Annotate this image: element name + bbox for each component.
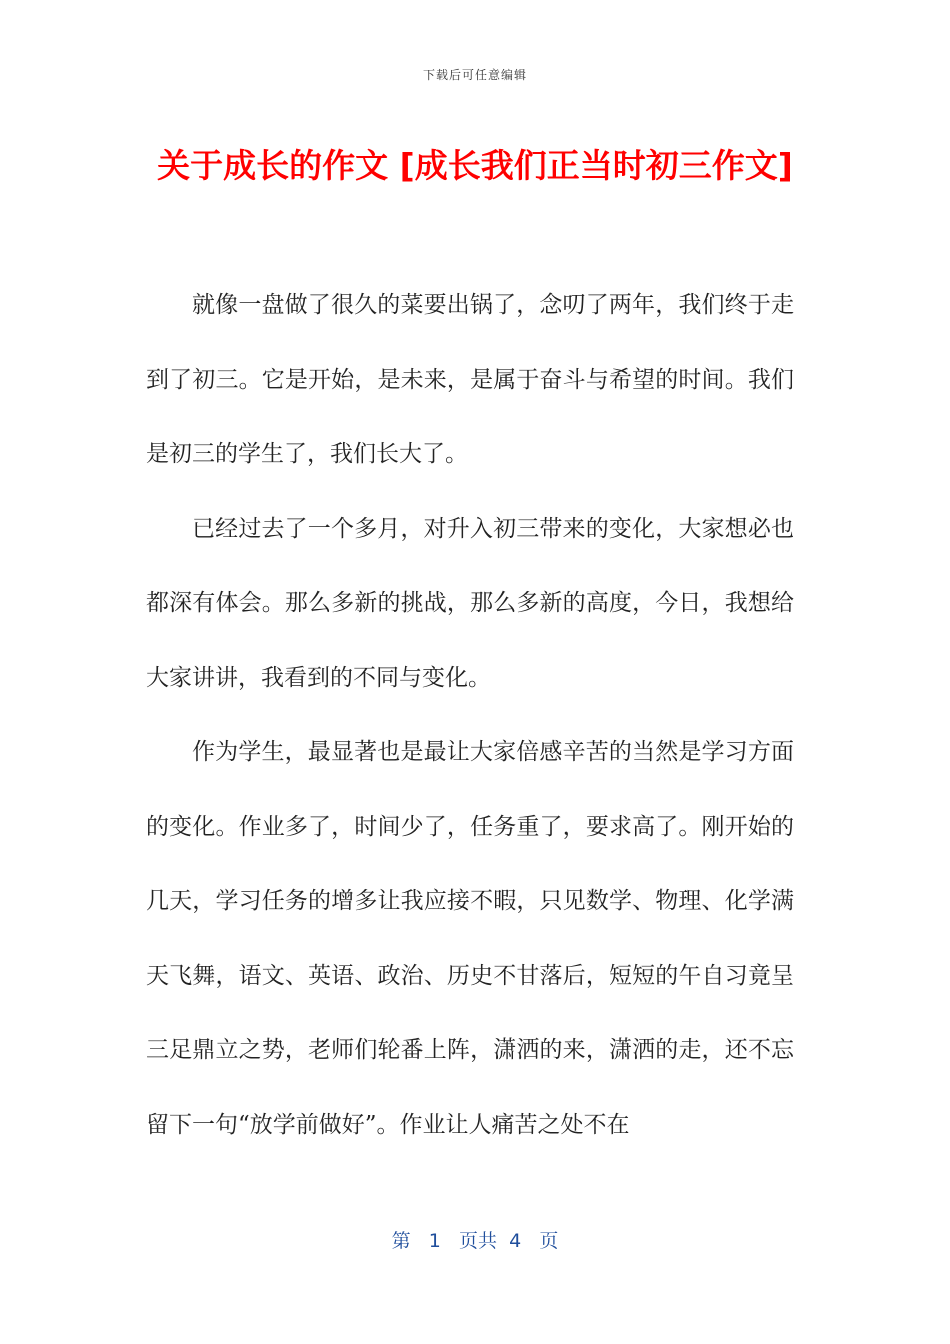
- document-body: [146, 268, 794, 1162]
- total-pages-number: 4: [509, 1230, 522, 1252]
- footer-prefix: 第: [391, 1230, 411, 1252]
- footer-suffix: 页: [539, 1230, 559, 1252]
- document-title: 关于成长的作文 [成长我们正当时初三作文]: [157, 146, 793, 185]
- paragraph: 就像一盘做了很久的菜要出锅了，念叨了两年，我们终于走到了初三。它是开始，是未来，是属于奋斗与希望的时间。我们是初三的学生了，我们长大了。: [146, 292, 794, 467]
- footer-middle: 页共: [459, 1230, 498, 1252]
- paragraph: 作为学生，最显著也是最让大家倍感辛苦的当然是学习方面的变化。作业多了，时间少了，任务重了，要求高了。刚开始的几天，学习任务的增多让我应接不暇，只见数学、物理、化学满天飞舞，语文、英语、政治、历史不甘落后，短短的午自习竟呈三足鼎立之势，老师们轮番上阵，潇洒的来，潇洒的走，还不忘留下一句“放学前做好”。作业让人痛苦之处不在: [146, 739, 794, 1138]
- page-footer: [0, 1226, 950, 1253]
- current-page-number: 1: [428, 1230, 441, 1252]
- header-note: 下载后可任意编辑: [422, 68, 527, 82]
- paragraph: 已经过去了一个多月，对升入初三带来的变化，大家想必也都深有体会。那么多新的挑战，那么多新的高度，今日，我想给大家讲讲，我看到的不同与变化。: [146, 515, 794, 691]
